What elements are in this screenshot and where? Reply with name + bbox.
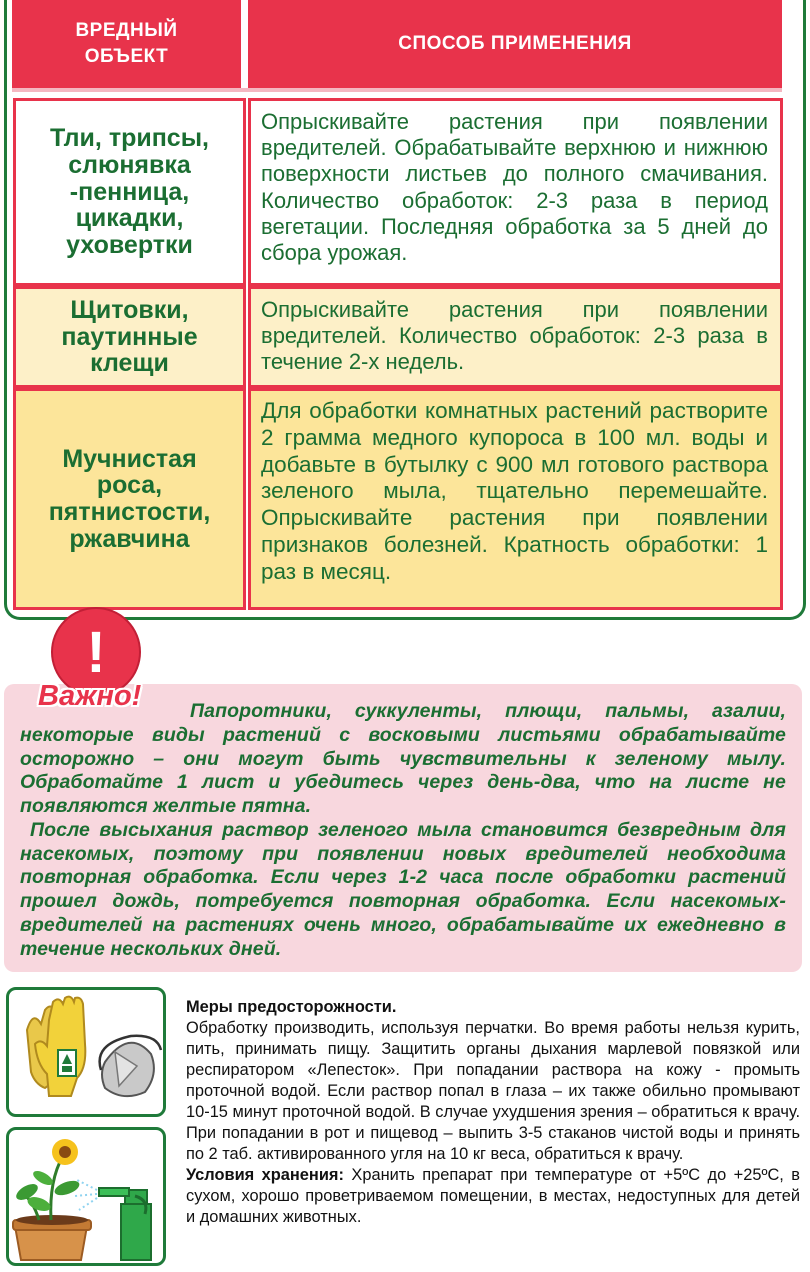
precautions-title: Меры предосторожности. (186, 998, 397, 1016)
precautions-text (186, 997, 800, 1228)
method-cell-3: Для обработки комнатных растений растворите 2 грамма медного купороса в 100 мл. воды и добавьте в бутылку с 900 мл готового раствора зеленого мыла, тщательно перемешайте. Опрыскивайте растения при появлении признаков болезней. Кратность обработки: 1 раз в месяц. (248, 388, 783, 610)
header-method: СПОСОБ ПРИМЕНЕНИЯ (248, 0, 782, 88)
important-paragraph-1: Папоротники, суккуленты, плющи, пальмы, азалии, некоторые виды растений с восковыми листьями обрабатывайте осторожно – они могут быть чувствительны к зеленому мылу. Обработайте 1 лист и убедитесь через день-два, что на листе не появляются желтые пятна. (20, 700, 786, 818)
pest-cell-3: Мучнистая роса, пятнистости, ржавчина (13, 388, 246, 610)
storage-body: Хранить препарат при температуре от +5ºС до +25ºС, в сухом, хорошо проветриваемом помещении, в местах, недоступных для детей и домашних животных. (186, 1166, 801, 1226)
pest-cell-1: Тли, трипсы, слюнявка -пенница, цикадки, уховертки (13, 98, 246, 286)
pest-cell-2: Щитовки, паутинные клещи (13, 286, 246, 388)
important-badge: Важно! (38, 680, 142, 712)
important-text (20, 700, 786, 962)
header-pest: ВРЕДНЫЙ ОБЪЕКТ (12, 0, 241, 88)
important-paragraph-2: После высыхания раствор зеленого мыла становится безвредным для насекомых, поэтому при появлении новых вредителей необходима повторная обработка. Если через 1-2 часа после обработки растений прошел дождь, потребуется повторная обработка. Если насекомых-вредителей на растениях очень много, обрабатывайте их ежедневно в течение нескольких дней. (20, 818, 786, 960)
storage-conditions (186, 1165, 800, 1228)
plant-sprayer-icon (6, 1127, 166, 1266)
header-divider (12, 88, 782, 92)
warning-symbol: ! (86, 620, 106, 685)
method-cell-1: Опрыскивайте растения при появлении вредителей. Обрабатывайте верхнюю и нижнюю поверхности листьев до полного смачивания. Количество обработок: 2-3 раза в период вегетации. Последняя обработка за 5 дней до сбора урожая. (248, 98, 783, 286)
storage-title: Условия хранения: (186, 1166, 344, 1184)
precautions-body: Обработку производить, используя перчатки. Во время работы нельзя курить, пить, принимать пищу. Защитить органы дыхания марлевой повязкой или респиратором «Лепесток». При попадании раствора на кожу - промыть проточной водой. Если раствор попал в глаза – их также обильно промывают 10-15 минут проточной водой. В случае ухудшения зрения – обратиться к врачу. При попадании в рот и пищевод – выпить 3-5 стаканов чистой воды и принять по 2 таб. активированного угля на 10 кг веса, обратиться к врачу. (186, 1019, 800, 1163)
method-cell-2: Опрыскивайте растения при появлении вредителей. Количество обработок: 2-3 раза в течение 2-х недель. (248, 286, 783, 388)
gloves-respirator-icon (6, 987, 166, 1117)
